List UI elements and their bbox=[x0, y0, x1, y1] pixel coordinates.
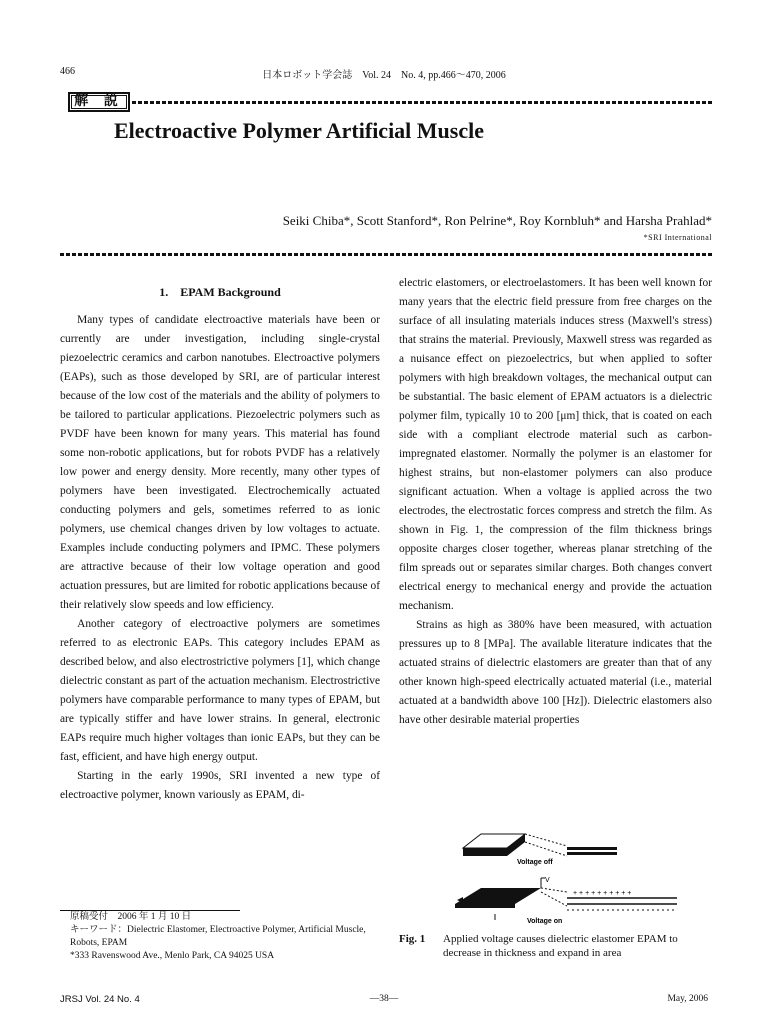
decorative-rule-top bbox=[132, 101, 712, 104]
footer-journal: JRSJ Vol. 24 No. 4 bbox=[60, 994, 140, 1005]
page-number: 466 bbox=[60, 66, 75, 77]
footer-date: May, 2006 bbox=[667, 994, 708, 1004]
footnote-received: 原稿受付 2006 年 1 月 10 日 bbox=[70, 912, 192, 922]
paragraph: Many types of candidate electroactive materials have been or currently are under investigation, including single-crystal piezoelectric ceramics and carbon nanotubes. Electroactive polymers (EAPs), such as those developed by SRI, are of particular interest because of the low cost of the materials and the ability of polymers to be tailored to particular applications. Piezoelectric polymers such as PVDF have been known for many years. This material has found some non-robotic applications, but for robots PVDF has a relatively low power and energy density. More recently, many other types of polymers have been investigated. Electrochemically actuated conducting polymers and gels, sometimes referred to as ionic polymers, use chemical changes driven by low voltages to actuate. Examples include conducting polymers and IPMC. These polymers are attractive because of their low voltage operation and good actuation pressures, but are limited for robotic applications because of their relatively slow speeds and low efficiency. bbox=[60, 314, 380, 611]
paragraph: Strains as high as 380% have been measured, with actuation pressures up to 8 [MPa]. The available literature indicates that the actuated strains of dielectric elastomers are greater than that of any other known high-speed electrically actuated material (i.e., material actuated at a bandwidth above 100 [Hz]). Dielectric elastomers also have other desirable material properties bbox=[399, 619, 712, 726]
label-charges: + + + + + + + + + + bbox=[573, 890, 632, 897]
section-tag-frame bbox=[71, 95, 127, 109]
decorative-rule-middle bbox=[60, 253, 712, 256]
paragraph: Another category of electroactive polymers are sometimes referred to as electronic EAPs. This category includes EPAM as described below, and also electrostrictive polymers [1], which change dielectric constant as part of the actuation mechanism. Electrostrictive polymers have comparable performance to many types of EPAM, but are typically stiffer and have lower strains. In general, electronic EAPs require much higher voltages than ionic EAPs, but they can be fast, efficient, and have high energy output. bbox=[60, 618, 380, 763]
footnotes bbox=[60, 911, 380, 963]
section-tag bbox=[68, 92, 130, 112]
right-column bbox=[399, 274, 712, 730]
section-heading: 1. EPAM Background bbox=[159, 285, 281, 299]
affiliation: *SRI International bbox=[643, 233, 712, 242]
figure-caption-text: Applied voltage causes dielectric elastomer EPAM to decrease in thickness and expand in area bbox=[443, 933, 678, 959]
figure-caption bbox=[399, 932, 712, 960]
label-voltage: V bbox=[545, 877, 550, 884]
footnote-keywords: キーワード：Dielectric Elastomer, Electroactive Polymer, Artificial Muscle, Robots, EPAM bbox=[70, 925, 366, 948]
left-column bbox=[60, 311, 380, 805]
figure-epam-diagram bbox=[455, 822, 685, 930]
running-head: 日本ロボット学会誌 Vol. 24 No. 4, pp.466～470, 2006 bbox=[262, 70, 506, 81]
paragraph: Starting in the early 1990s, SRI invented a new type of electroactive polymer, known variously as EPAM, di- bbox=[60, 770, 380, 801]
label-voltage-off: Voltage off bbox=[517, 859, 553, 866]
section-tag-label: 解 説 bbox=[74, 94, 124, 109]
footer-page: —38— bbox=[369, 994, 399, 1004]
figure-caption-label: Fig. 1 bbox=[399, 933, 426, 945]
label-voltage-on: Voltage on bbox=[527, 918, 563, 925]
film-voltage-on bbox=[455, 878, 677, 920]
film-voltage-off bbox=[463, 834, 617, 856]
paragraph: electric elastomers, or electroelastomers. It has been well known for many years that the electric field pressure from free charges on the surface of all insulating materials induces stress (Maxwell's stress) that strains the material. Previously, Maxwell stress was regarded as a nuisance effect on piezoelectrics, but when applied to softer polymers with high breakdown voltages, the mechanical output can be substantial. The basic element of EPAM actuators is a dielectric polymer film, typically 10 to 200 [μm] thick, that is coated on each side with a compliant electrode material such as carbon-impregnated elastomer. Normally the polymer is an elastomer for highest strains, but non-elastomer polymers can also produce significant actuation. When a voltage is applied across the two electrodes, the electrostatic forces compress and stretch the film. As shown in Fig. 1, the compression of the film thickness brings opposite charges closer together, whereas planar stretching of the film spreads out or separates similar charges. Both changes convert electrical energy to mechanical energy and provide the actuation mechanism. bbox=[399, 277, 712, 612]
author-list: Seiki Chiba*, Scott Stanford*, Ron Pelrine*, Roy Kornbluh* and Harsha Prahlad* bbox=[282, 213, 712, 228]
footnote-address: *333 Ravenswood Ave., Menlo Park, CA 94025 USA bbox=[70, 951, 275, 961]
article-title: Electroactive Polymer Artificial Muscle bbox=[114, 118, 484, 143]
